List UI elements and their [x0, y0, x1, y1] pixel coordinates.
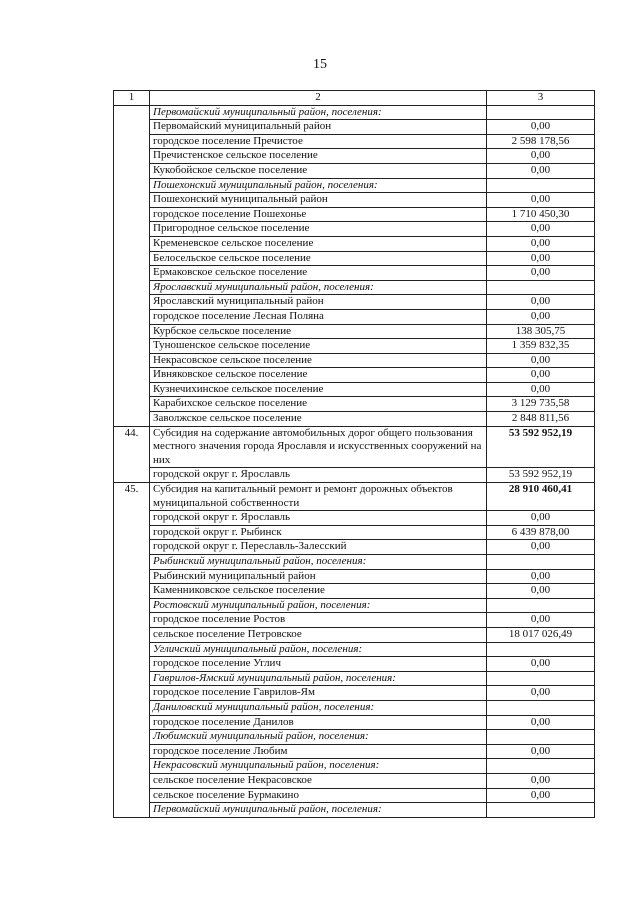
- amount-value: 0,00: [487, 540, 595, 555]
- table-row: [114, 412, 595, 427]
- amount-value: 0,00: [487, 613, 595, 628]
- group-header-row: [114, 280, 595, 295]
- table-row: [114, 397, 595, 412]
- column-header-3: 3: [487, 91, 595, 106]
- table-row: [114, 324, 595, 339]
- amount-value: 1 710 450,30: [487, 207, 595, 222]
- district-group-label: Рыбинский муниципальный район, поселения:: [150, 555, 487, 570]
- section-total: 28 910 460,41: [487, 483, 595, 511]
- settlement-name: Туношенское сельское поселение: [150, 339, 487, 354]
- district-group-label: Ярославский муниципальный район, поселения:: [150, 280, 487, 295]
- table-row: [114, 613, 595, 628]
- column-header-1: 1: [114, 91, 150, 106]
- row-number: 44.: [114, 426, 150, 482]
- empty-value-cell: [487, 803, 595, 818]
- settlement-name: Каменниковское сельское поселение: [150, 584, 487, 599]
- settlement-name: Заволжское сельское поселение: [150, 412, 487, 427]
- settlement-name: Белосельское сельское поселение: [150, 251, 487, 266]
- empty-value-cell: [487, 759, 595, 774]
- empty-value-cell: [487, 555, 595, 570]
- group-header-row: [114, 178, 595, 193]
- amount-value: 18 017 026,49: [487, 627, 595, 642]
- section-title: Субсидия на содержание автомобильных дорог общего пользования местного значения города Ярославля и искусственных сооружений на них: [150, 426, 487, 468]
- group-header-row: [114, 105, 595, 120]
- empty-value-cell: [487, 105, 595, 120]
- settlement-name: сельское поселение Некрасовское: [150, 773, 487, 788]
- table-row: [114, 584, 595, 599]
- settlement-name: городское поселение Углич: [150, 657, 487, 672]
- district-group-label: Любимский муниципальный район, поселения:: [150, 730, 487, 745]
- settlement-name: сельское поселение Бурмакино: [150, 788, 487, 803]
- amount-value: 0,00: [487, 657, 595, 672]
- amount-value: 0,00: [487, 686, 595, 701]
- amount-value: 0,00: [487, 295, 595, 310]
- empty-value-cell: [487, 642, 595, 657]
- amount-value: 2 598 178,56: [487, 134, 595, 149]
- table-row: [114, 627, 595, 642]
- settlement-name: Первомайский муниципальный район: [150, 120, 487, 135]
- settlement-name: городское поселение Ростов: [150, 613, 487, 628]
- amount-value: 0,00: [487, 266, 595, 281]
- table-row: [114, 309, 595, 324]
- table-row: [114, 295, 595, 310]
- district-group-label: Первомайский муниципальный район, поселения:: [150, 803, 487, 818]
- table-row: [114, 251, 595, 266]
- amount-value: 0,00: [487, 222, 595, 237]
- empty-value-cell: [487, 671, 595, 686]
- amount-value: 0,00: [487, 353, 595, 368]
- table-row: [114, 368, 595, 383]
- settlement-name: Рыбинский муниципальный район: [150, 569, 487, 584]
- amount-value: 0,00: [487, 773, 595, 788]
- amount-value: 0,00: [487, 584, 595, 599]
- amount-value: 0,00: [487, 120, 595, 135]
- table-row: [114, 525, 595, 540]
- page-number: 15: [313, 57, 327, 72]
- settlement-name: Кукобойское сельское поселение: [150, 163, 487, 178]
- section-total: 53 592 952,19: [487, 426, 595, 468]
- table-row: [114, 207, 595, 222]
- amount-value: 6 439 878,00: [487, 525, 595, 540]
- table-row: [114, 468, 595, 483]
- row-number: 45.: [114, 483, 150, 818]
- district-group-label: Пошехонский муниципальный район, поселения:: [150, 178, 487, 193]
- table-row: [114, 569, 595, 584]
- amount-value: 2 848 811,56: [487, 412, 595, 427]
- settlement-name: городское поселение Лесная Поляна: [150, 309, 487, 324]
- group-header-row: [114, 598, 595, 613]
- amount-value: 0,00: [487, 511, 595, 526]
- amount-value: 0,00: [487, 744, 595, 759]
- settlement-name: городское поселение Гаврилов-Ям: [150, 686, 487, 701]
- table-row: [114, 773, 595, 788]
- settlement-name: городское поселение Любим: [150, 744, 487, 759]
- table-row: [114, 266, 595, 281]
- settlement-name: городское поселение Пречистое: [150, 134, 487, 149]
- settlement-name: городской округ г. Рыбинск: [150, 525, 487, 540]
- settlement-name: Пригородное сельское поселение: [150, 222, 487, 237]
- group-header-row: [114, 700, 595, 715]
- table-row: [114, 657, 595, 672]
- group-header-row: [114, 730, 595, 745]
- district-group-label: Угличский муниципальный район, поселения:: [150, 642, 487, 657]
- amount-value: 0,00: [487, 251, 595, 266]
- table-row: [114, 686, 595, 701]
- settlement-name: городской округ г. Ярославль: [150, 468, 487, 483]
- table-row: [114, 193, 595, 208]
- amount-value: 53 592 952,19: [487, 468, 595, 483]
- amount-value: 138 305,75: [487, 324, 595, 339]
- table-row: [114, 222, 595, 237]
- empty-value-cell: [487, 700, 595, 715]
- settlement-name: Ярославский муниципальный район: [150, 295, 487, 310]
- table-row: [114, 382, 595, 397]
- group-header-row: [114, 555, 595, 570]
- amount-value: 0,00: [487, 193, 595, 208]
- settlement-name: сельское поселение Петровское: [150, 627, 487, 642]
- group-header-row: [114, 671, 595, 686]
- settlement-name: Пречистенское сельское поселение: [150, 149, 487, 164]
- settlement-name: городское поселение Пошехонье: [150, 207, 487, 222]
- table-row: [114, 511, 595, 526]
- subsidy-table: [113, 90, 595, 818]
- settlement-name: Кременевское сельское поселение: [150, 236, 487, 251]
- table-header-row: [114, 91, 595, 106]
- table-row: [114, 744, 595, 759]
- section-title-row: [114, 426, 595, 468]
- amount-value: 0,00: [487, 715, 595, 730]
- settlement-name: Ермаковское сельское поселение: [150, 266, 487, 281]
- settlement-name: Курбское сельское поселение: [150, 324, 487, 339]
- settlement-name: Карабихское сельское поселение: [150, 397, 487, 412]
- district-group-label: Ростовский муниципальный район, поселения:: [150, 598, 487, 613]
- empty-value-cell: [487, 730, 595, 745]
- table-row: [114, 353, 595, 368]
- empty-value-cell: [487, 178, 595, 193]
- row-number: [114, 105, 150, 426]
- section-title-row: [114, 483, 595, 511]
- group-header-row: [114, 803, 595, 818]
- column-header-2: 2: [150, 91, 487, 106]
- table-row: [114, 540, 595, 555]
- table-row: [114, 339, 595, 354]
- amount-value: 0,00: [487, 163, 595, 178]
- section-title: Субсидия на капитальный ремонт и ремонт дорожных объектов муниципальной собственности: [150, 483, 487, 511]
- table-row: [114, 236, 595, 251]
- district-group-label: Некрасовский муниципальный район, поселения:: [150, 759, 487, 774]
- group-header-row: [114, 642, 595, 657]
- settlement-name: Кузнечихинское сельское поселение: [150, 382, 487, 397]
- amount-value: 0,00: [487, 309, 595, 324]
- amount-value: 0,00: [487, 382, 595, 397]
- amount-value: 0,00: [487, 368, 595, 383]
- table-body: [114, 105, 595, 817]
- table-row: [114, 149, 595, 164]
- amount-value: 0,00: [487, 788, 595, 803]
- settlement-name: Некрасовское сельское поселение: [150, 353, 487, 368]
- settlement-name: Ивняковское сельское поселение: [150, 368, 487, 383]
- table-row: [114, 134, 595, 149]
- amount-value: 0,00: [487, 569, 595, 584]
- settlement-name: городское поселение Данилов: [150, 715, 487, 730]
- amount-value: 0,00: [487, 149, 595, 164]
- amount-value: 0,00: [487, 236, 595, 251]
- settlement-name: городской округ г. Ярославль: [150, 511, 487, 526]
- district-group-label: Первомайский муниципальный район, поселения:: [150, 105, 487, 120]
- empty-value-cell: [487, 598, 595, 613]
- group-header-row: [114, 759, 595, 774]
- table-row: [114, 120, 595, 135]
- table-row: [114, 788, 595, 803]
- settlement-name: Пошехонский муниципальный район: [150, 193, 487, 208]
- amount-value: 3 129 735,58: [487, 397, 595, 412]
- district-group-label: Гаврилов-Ямский муниципальный район, поселения:: [150, 671, 487, 686]
- empty-value-cell: [487, 280, 595, 295]
- table-row: [114, 715, 595, 730]
- settlement-name: городской округ г. Переславль-Залесский: [150, 540, 487, 555]
- table-row: [114, 163, 595, 178]
- district-group-label: Даниловский муниципальный район, поселения:: [150, 700, 487, 715]
- amount-value: 1 359 832,35: [487, 339, 595, 354]
